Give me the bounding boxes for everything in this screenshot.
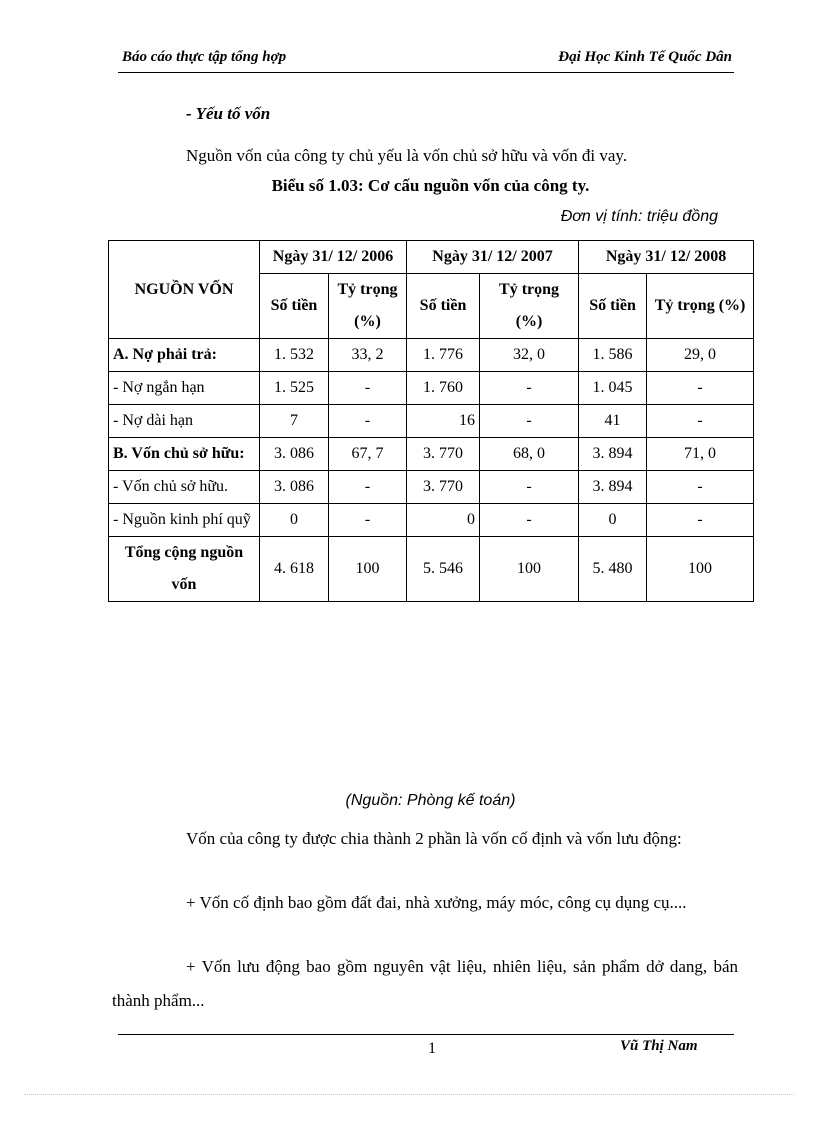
row-label: - Nợ ngắn hạn xyxy=(109,372,260,405)
table-row xyxy=(109,471,754,504)
table-cell: - xyxy=(329,405,407,438)
table-cell: 3. 894 xyxy=(579,471,647,504)
header-university: Đại Học Kinh Tế Quốc Dân xyxy=(558,49,732,65)
table-cell: 1. 776 xyxy=(407,339,480,372)
table-cell: - xyxy=(480,405,579,438)
table-cell: 3. 086 xyxy=(260,471,329,504)
unit-note: Đơn vị tính: triệu đồng xyxy=(560,208,718,225)
table-cell: 1. 760 xyxy=(407,372,480,405)
row-label: A. Nợ phải trả: xyxy=(109,339,260,372)
table-cell: 3. 894 xyxy=(579,438,647,471)
paragraph-text: Vốn của công ty được chia thành 2 phần là vốn cố định và vốn lưu động: xyxy=(186,829,682,848)
page-number: 1 xyxy=(428,1040,436,1057)
paragraph xyxy=(112,886,738,920)
table-cell: - xyxy=(480,372,579,405)
table-cell: 1. 532 xyxy=(260,339,329,372)
table-cell: - xyxy=(647,471,754,504)
table-cell: 100 xyxy=(329,537,407,602)
footer-author: Vũ Thị Nam xyxy=(620,1038,698,1054)
table-cell: 7 xyxy=(260,405,329,438)
paragraph-text: + Vốn cố định bao gồm đất đai, nhà xưởng, máy móc, công cụ dụng cụ.... xyxy=(186,893,687,912)
table-row xyxy=(109,438,754,471)
section-title: - Yếu tố vốn xyxy=(186,104,271,123)
table-cell: 67, 7 xyxy=(329,438,407,471)
table-cell: 0 xyxy=(407,504,480,537)
table-cell: 41 xyxy=(579,405,647,438)
table-cell: 3. 770 xyxy=(407,438,480,471)
row-label: - Nguồn kinh phí quỹ xyxy=(109,504,260,537)
table-cell: - xyxy=(329,504,407,537)
paragraph xyxy=(112,822,738,856)
table-cell: 3. 770 xyxy=(407,471,480,504)
table-cell: 4. 618 xyxy=(260,537,329,602)
column-header-year: Ngày 31/ 12/ 2008 xyxy=(579,241,754,274)
column-header-share: Tỷ trọng (%) xyxy=(329,274,407,339)
table-cell: 29, 0 xyxy=(647,339,754,372)
table-cell: - xyxy=(647,504,754,537)
table-cell: - xyxy=(480,504,579,537)
table-cell: 5. 480 xyxy=(579,537,647,602)
table-cell: 5. 546 xyxy=(407,537,480,602)
column-header-source: NGUỒN VỐN xyxy=(109,241,260,339)
header-report-title: Báo cáo thực tập tổng hợp xyxy=(122,49,287,65)
paragraph xyxy=(112,950,738,1018)
row-label: B. Vốn chủ sở hữu: xyxy=(109,438,260,471)
table-cell: - xyxy=(647,405,754,438)
table-cell: - xyxy=(647,372,754,405)
table-header-row xyxy=(109,241,754,274)
table-cell: 1. 586 xyxy=(579,339,647,372)
table-cell: 1. 045 xyxy=(579,372,647,405)
table-cell: 71, 0 xyxy=(647,438,754,471)
column-header-amount: Số tiền xyxy=(407,274,480,339)
paragraph-text: + Vốn lưu động bao gồm nguyên vật liệu, nhiên liệu, sản phẩm dở dang, bán thành phẩm... xyxy=(112,957,738,1010)
table-row xyxy=(109,339,754,372)
table-cell: - xyxy=(480,471,579,504)
column-header-share: Tỷ trọng (%) xyxy=(480,274,579,339)
table-total-row xyxy=(109,537,754,602)
table-row xyxy=(109,405,754,438)
table-source: (Nguồn: Phòng kế toán) xyxy=(345,792,516,809)
table-cell: 16 xyxy=(407,405,480,438)
table-cell: 1. 525 xyxy=(260,372,329,405)
table-row xyxy=(109,372,754,405)
row-label: Tổng cộng nguồn vốn xyxy=(109,537,260,602)
column-header-amount: Số tiền xyxy=(260,274,329,339)
table-cell: 100 xyxy=(647,537,754,602)
table-cell: 0 xyxy=(260,504,329,537)
table-cell: - xyxy=(329,372,407,405)
page-break-line xyxy=(24,1094,794,1095)
table-cell: - xyxy=(329,471,407,504)
row-label: - Nợ dài hạn xyxy=(109,405,260,438)
column-header-year: Ngày 31/ 12/ 2007 xyxy=(407,241,579,274)
table-cell: 3. 086 xyxy=(260,438,329,471)
table-cell: 32, 0 xyxy=(480,339,579,372)
capital-structure-table xyxy=(108,240,754,602)
table-cell: 68, 0 xyxy=(480,438,579,471)
footer-divider xyxy=(118,1034,734,1035)
page-header xyxy=(118,46,734,73)
column-header-year: Ngày 31/ 12/ 2006 xyxy=(260,241,407,274)
intro-text: Nguồn vốn của công ty chủ yếu là vốn chủ sở hữu và vốn đi vay. xyxy=(186,146,628,165)
table-caption: Biểu số 1.03: Cơ cấu nguồn vốn của công ty. xyxy=(271,176,590,195)
row-label: - Vốn chủ sở hữu. xyxy=(109,471,260,504)
table-cell: 33, 2 xyxy=(329,339,407,372)
table-cell: 100 xyxy=(480,537,579,602)
column-header-share: Tỷ trọng (%) xyxy=(647,274,754,339)
table-cell: 0 xyxy=(579,504,647,537)
table-row xyxy=(109,504,754,537)
column-header-amount: Số tiền xyxy=(579,274,647,339)
